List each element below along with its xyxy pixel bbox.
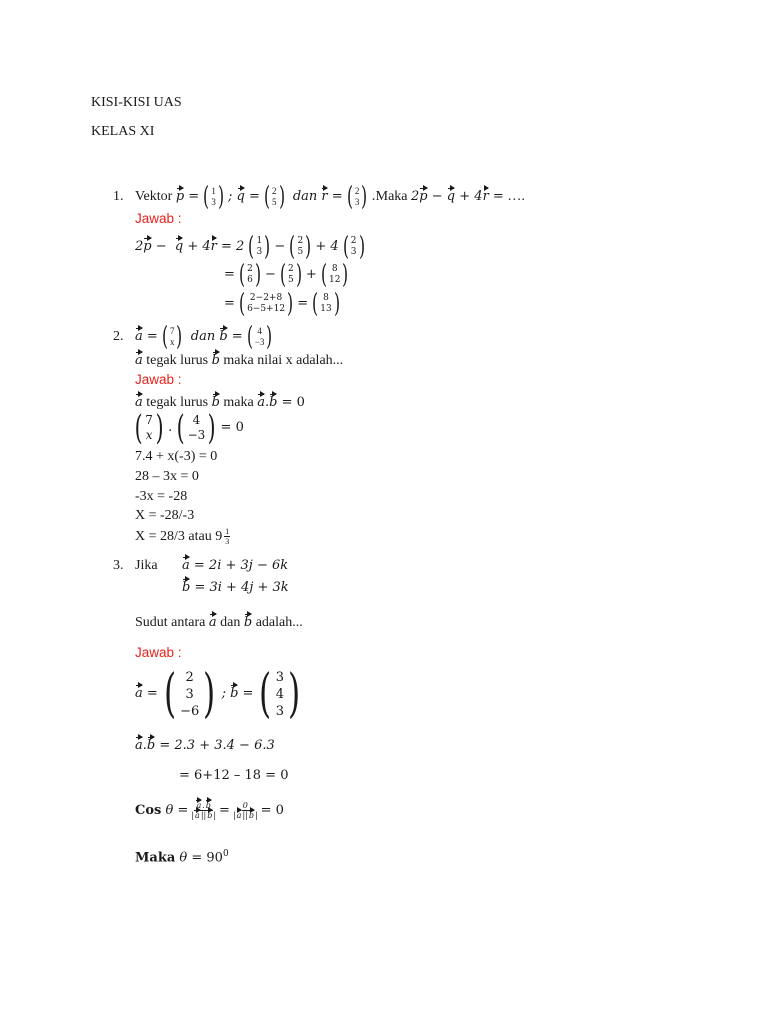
q3-cos-line: Cos θ = $\frac{a.b}{|a||b|}$ = $\frac{0}{|a||b|}$ = 0 [135,801,284,820]
q2-step-1: 7.4 + x(-3) = 0 [135,449,218,464]
q3-dot-line: a.b = 2.3 + 3.4 − 6.3 [135,738,275,753]
q-vector: ( 2 5 ) [263,182,285,212]
q3-number: 3. [113,558,124,573]
q2-dot-product: ( 7 x ) . ( 4 −3 ) = 0 [134,408,244,448]
r-vector: ( 2 3 ) [346,182,368,212]
p-vector: ( 1 3 ) [203,182,224,212]
q3-dot-line2: = 6+12 – 18 = 0 [179,768,289,783]
q1-answer-line2: = ( 2 6 ) − ( 2 5 ) + ( 8 12 ) [224,260,349,290]
page-title: KISI-KISI UAS [91,95,182,110]
q2-jawab-label: Jawab : [135,372,182,387]
q1-answer-line3: = ( 2−2+8 6−5+12 ) = ( 8 13 ) [224,289,340,319]
q2-step-3: -3x = -28 [135,489,188,504]
q3-vectors: a = ( 2 3 −6 ) ; b = ( 3 4 3 ) [135,668,306,720]
q1-statement: 1. Vektor p = ( 1 3 ) ; q = ( 2 5 ) dan r = ( 2 3 ) . Maka 2p − q + 4r = …. [113,182,525,212]
q1-number: 1. [113,189,124,204]
class-label: KELAS XI [91,124,155,139]
q1-jawab-label: Jawab : [135,211,182,226]
q2-final: X = 28/3 atau 9 $\frac{1}{3}$ [135,527,230,546]
q3-question: Sudut antara a dan b adalah... [135,615,303,630]
b-vector: ( 4 −3 ) [246,322,273,352]
q3-a-expression: a = 2i + 3j − 6k [182,558,289,573]
q2-step-4: X = -28/-3 [135,508,195,523]
q1-answer-line1: 2p − q + 4r = 2 ( 1 3 ) − ( 2 5 ) + 4 ( 2 3 ) [135,232,365,262]
q3-b-expression: b = 3i + 4j + 3k [182,580,289,595]
q1-vektor-label: Vektor [135,189,173,204]
q3-statement: 3. Jika [113,558,158,573]
b-column-vector: ( 3 4 3 ) [259,664,301,724]
q2-answer-line1: a tegak lurus b maka a.b = 0 [135,395,305,410]
q2-number: 2. [113,329,124,344]
a-vector: ( 7 x ) [161,322,183,352]
q3-maka-line: Maka $\theta = 90^0$ [135,849,229,866]
q2-step-2: 28 – 3x = 0 [135,469,199,484]
a-column-vector: ( 2 3 −6 ) [163,664,216,724]
q3-jawab-label: Jawab : [135,645,182,660]
q2-question: a tegak lurus b maka nilai x adalah... [135,353,344,368]
q2-statement: 2. a = ( 7 x ) dan b = ( 4 −3 ) [113,324,277,350]
